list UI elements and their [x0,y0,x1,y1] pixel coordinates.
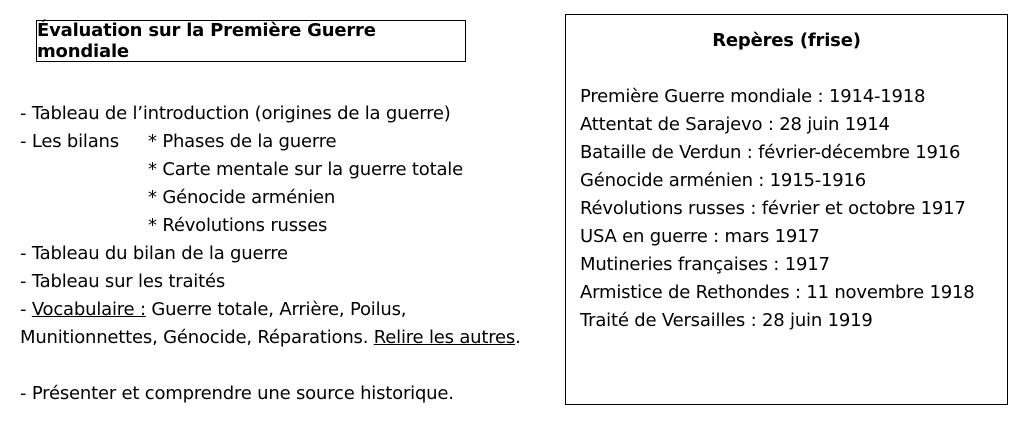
repere-item: Génocide arménien : 1915-1916 [580,170,866,191]
bilans-subitems [20,156,521,240]
repere-item: Mutineries françaises : 1917 [580,254,830,275]
list-item-vocabulaire [20,296,521,324]
vocab-terms-cont: Munitionnettes, Génocide, Réparations. [20,327,374,348]
list-item-vocabulaire-cont [20,324,521,352]
vocab-label: Vocabulaire : [31,299,146,320]
bilans-subitem: * Révolutions russes [148,215,328,236]
reperes-list [580,83,1007,335]
list-item-bilans [20,128,521,156]
evaluation-title-box [36,20,466,62]
bilans-subitem: * Génocide arménien [148,187,336,208]
reperes-title: Repères (frise) [712,30,861,51]
reperes-box [565,14,1008,405]
repere-item: Armistice de Rethondes : 11 novembre 1918 [580,282,975,303]
repere-item: Première Guerre mondiale : 1914-1918 [580,86,926,107]
repere-item: Révolutions russes : février et octobre 1917 [580,198,966,219]
revision-list [20,100,521,408]
repere-item: Traité de Versailles : 28 juin 1919 [580,310,873,331]
list-item-tableau-bilan: - Tableau du bilan de la guerre [20,243,288,264]
list-item-intro: - Tableau de l’introduction (origines de la guerre) [20,103,451,124]
list-spacer [20,352,521,380]
bilans-label: - Les bilans [20,131,119,152]
evaluation-title: Évaluation sur la Première Guerre mondiale [37,20,376,62]
list-item-tableau-traites: - Tableau sur les traités [20,271,226,292]
list-item-source: - Présenter et comprendre une source historique. [20,383,454,404]
bilans-subitem: * Phases de la guerre [148,131,337,152]
repere-item: Bataille de Verdun : février-décembre 1916 [580,142,961,163]
vocab-prefix: - [20,299,32,320]
relire-end: . [515,327,521,348]
vocab-terms: Guerre totale, Arrière, Poilus, [145,299,407,320]
bilans-subitem: * Carte mentale sur la guerre totale [148,159,463,180]
repere-item: USA en guerre : mars 1917 [580,226,820,247]
repere-item: Attentat de Sarajevo : 28 juin 1914 [580,114,890,135]
relire-note: Relire les autres [373,327,516,348]
